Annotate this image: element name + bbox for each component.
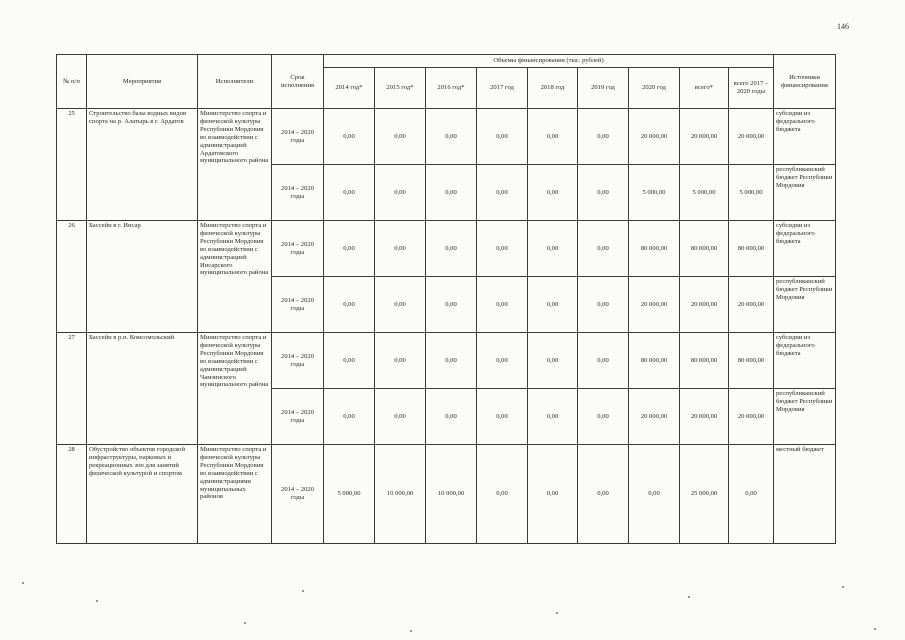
source-cell: местный бюджет <box>774 445 836 544</box>
value-cell: 0,00 <box>578 165 629 221</box>
term-cell: 2014 – 2020 годы <box>272 109 324 165</box>
value-cell: 20 000,00 <box>729 109 774 165</box>
value-cell: 0,00 <box>477 333 528 389</box>
value-cell: 0,00 <box>528 333 578 389</box>
value-cell: 5 000,00 <box>629 165 680 221</box>
term-cell: 2014 – 2020 годы <box>272 165 324 221</box>
term-cell: 2014 – 2020 годы <box>272 445 324 544</box>
scan-speck <box>244 622 246 624</box>
value-cell: 0,00 <box>375 277 426 333</box>
source-cell: субсидии из федерального бюджета <box>774 333 836 389</box>
value-cell: 0,00 <box>578 333 629 389</box>
value-cell: 5 000,00 <box>680 165 729 221</box>
value-cell: 0,00 <box>426 277 477 333</box>
value-cell: 0,00 <box>426 109 477 165</box>
value-cell: 0,00 <box>375 109 426 165</box>
value-cell: 0,00 <box>324 165 375 221</box>
value-cell: 0,00 <box>528 221 578 277</box>
page-number: 146 <box>837 22 849 31</box>
header-year: 2014 год* <box>324 68 375 109</box>
header-executor: Исполнители <box>198 55 272 109</box>
source-cell: республиканский бюджет Республики Мордовия <box>774 277 836 333</box>
term-cell: 2014 – 2020 годы <box>272 389 324 445</box>
scan-speck <box>96 600 98 602</box>
header-term: Срок исполнения <box>272 55 324 109</box>
term-cell: 2014 – 2020 годы <box>272 333 324 389</box>
value-cell: 10 000,00 <box>375 445 426 544</box>
term-cell: 2014 – 2020 годы <box>272 277 324 333</box>
source-cell: субсидии из федерального бюджета <box>774 109 836 165</box>
value-cell: 0,00 <box>578 221 629 277</box>
value-cell: 0,00 <box>528 445 578 544</box>
value-cell: 0,00 <box>426 389 477 445</box>
table-row <box>57 333 836 389</box>
table-row <box>57 445 836 544</box>
header-year: 2017 год <box>477 68 528 109</box>
table-row <box>57 221 836 277</box>
value-cell: 5 000,00 <box>324 445 375 544</box>
scan-speck <box>410 630 412 632</box>
value-cell: 0,00 <box>629 445 680 544</box>
value-cell: 0,00 <box>528 277 578 333</box>
value-cell: 0,00 <box>375 165 426 221</box>
value-cell: 0,00 <box>477 277 528 333</box>
value-cell: 80 000,00 <box>629 333 680 389</box>
value-cell: 0,00 <box>528 165 578 221</box>
value-cell: 0,00 <box>324 333 375 389</box>
value-cell: 0,00 <box>477 165 528 221</box>
row-number: 28 <box>57 445 87 544</box>
header-num: № п/п <box>57 55 87 109</box>
value-cell: 20 000,00 <box>729 389 774 445</box>
value-cell: 0,00 <box>375 389 426 445</box>
value-cell: 0,00 <box>375 333 426 389</box>
value-cell: 0,00 <box>578 277 629 333</box>
header-volumes: Объемы финансирования (тыс. рублей) <box>324 55 774 68</box>
financing-table <box>56 54 836 544</box>
source-cell: республиканский бюджет Республики Мордовия <box>774 389 836 445</box>
value-cell: 20 000,00 <box>680 277 729 333</box>
header-event: Мероприятия <box>87 55 198 109</box>
value-cell: 0,00 <box>578 445 629 544</box>
value-cell: 0,00 <box>729 445 774 544</box>
event-cell: Строительство базы водных видов спорта на р. Алатырь в г. Ардатов <box>87 109 198 221</box>
executor-cell: Министерство спорта и физической культуры Республики Мордовия во взаимодействии с администрациями муниципальных районов <box>198 445 272 544</box>
header-year: 2018 год <box>528 68 578 109</box>
scan-speck <box>842 586 844 588</box>
value-cell: 0,00 <box>578 109 629 165</box>
value-cell: 5 000,00 <box>729 165 774 221</box>
source-cell: субсидии из федерального бюджета <box>774 221 836 277</box>
value-cell: 20 000,00 <box>629 109 680 165</box>
header-year: 2020 год <box>629 68 680 109</box>
source-cell: республиканский бюджет Республики Мордовия <box>774 165 836 221</box>
executor-cell: Министерство спорта и физической культуры Республики Мордовия во взаимодействии с администрацией Инсарского муниципального района <box>198 221 272 333</box>
value-cell: 0,00 <box>477 445 528 544</box>
header-year: 2015 год* <box>375 68 426 109</box>
header-year: 2016 год* <box>426 68 477 109</box>
scan-speck <box>302 590 304 592</box>
value-cell: 0,00 <box>324 221 375 277</box>
value-cell: 10 000,00 <box>426 445 477 544</box>
value-cell: 20 000,00 <box>680 109 729 165</box>
header-total: всего* <box>680 68 729 109</box>
header-source: Источники финансирования <box>774 55 836 109</box>
value-cell: 80 000,00 <box>629 221 680 277</box>
value-cell: 0,00 <box>477 389 528 445</box>
value-cell: 20 000,00 <box>629 277 680 333</box>
row-number: 25 <box>57 109 87 221</box>
value-cell: 20 000,00 <box>729 277 774 333</box>
executor-cell: Министерство спорта и физической культуры Республики Мордовия во взаимодействии с администрацией Ардатовского муниципального района <box>198 109 272 221</box>
event-cell: Бассейн в р.п. Комсомольский <box>87 333 198 445</box>
header-year: 2019 год <box>578 68 629 109</box>
value-cell: 0,00 <box>426 333 477 389</box>
value-cell: 20 000,00 <box>629 389 680 445</box>
executor-cell: Министерство спорта и физической культуры Республики Мордовия во взаимодействии с администрацией Чамзинского муниципального района <box>198 333 272 445</box>
row-number: 26 <box>57 221 87 333</box>
header-total-2017-2020: всего 2017 – 2020 годы <box>729 68 774 109</box>
value-cell: 80 000,00 <box>680 333 729 389</box>
event-cell: Бассейн в г. Инсар <box>87 221 198 333</box>
scan-speck <box>874 628 876 630</box>
value-cell: 0,00 <box>578 389 629 445</box>
row-number: 27 <box>57 333 87 445</box>
scan-speck <box>556 612 558 614</box>
value-cell: 0,00 <box>528 389 578 445</box>
value-cell: 80 000,00 <box>680 221 729 277</box>
event-cell: Обустройство объектов городской инфраструктуры, парковых и рекреационных зон для занятий физической культурой и спортом <box>87 445 198 544</box>
value-cell: 0,00 <box>324 277 375 333</box>
value-cell: 0,00 <box>477 221 528 277</box>
value-cell: 0,00 <box>477 109 528 165</box>
value-cell: 0,00 <box>324 109 375 165</box>
value-cell: 20 000,00 <box>680 389 729 445</box>
value-cell: 25 000,00 <box>680 445 729 544</box>
value-cell: 0,00 <box>426 221 477 277</box>
value-cell: 80 000,00 <box>729 221 774 277</box>
value-cell: 0,00 <box>375 221 426 277</box>
value-cell: 0,00 <box>426 165 477 221</box>
value-cell: 0,00 <box>324 389 375 445</box>
scan-speck <box>688 596 690 598</box>
value-cell: 0,00 <box>528 109 578 165</box>
value-cell: 80 000,00 <box>729 333 774 389</box>
table-row <box>57 109 836 165</box>
term-cell: 2014 – 2020 годы <box>272 221 324 277</box>
scan-speck <box>22 582 24 584</box>
